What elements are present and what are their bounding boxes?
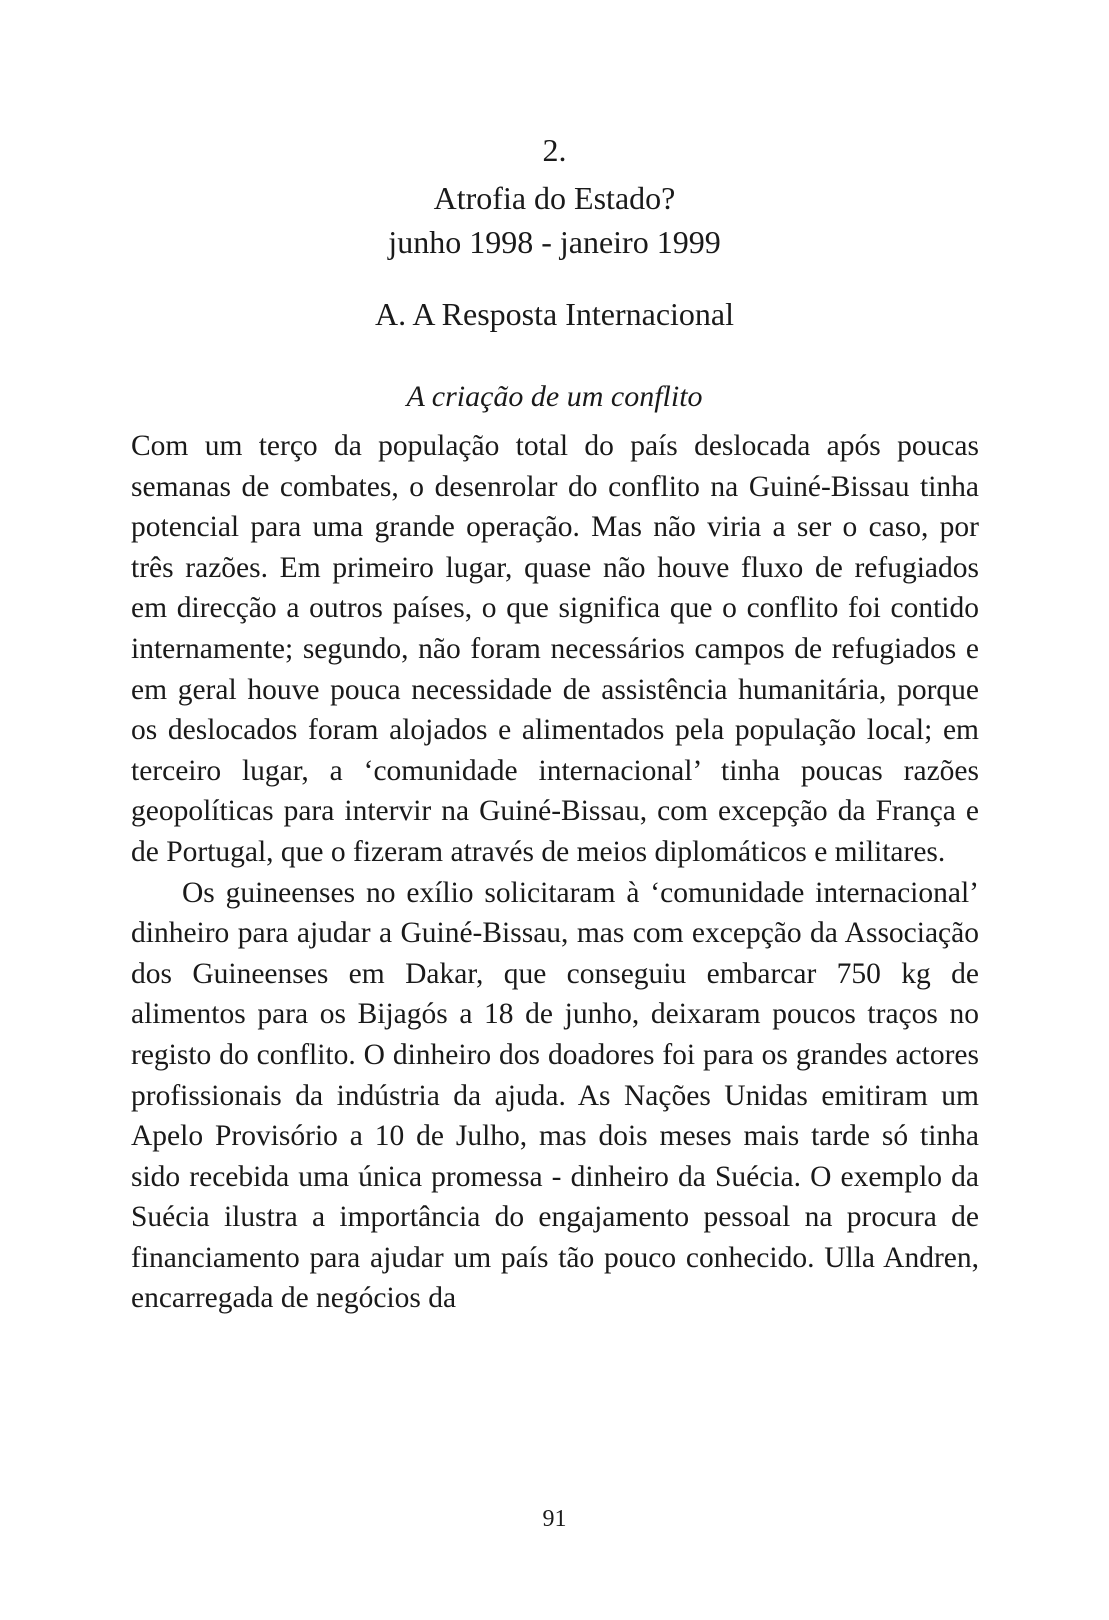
paragraph: Com um terço da população total do país deslocada após poucas semanas de combates, o desenrolar do conflito na Guiné-Bissau tinha potencial para uma grande operação. Mas não viria a ser o caso, por três razões. Em primeiro lugar, quase não houve fluxo de refugiados em direcção a outros países, o que significa que o conflito foi contido internamente; segundo, não foram necessários campos de refugiados e em geral houve pouca necessidade de assistência humanitária, porque os deslocados foram alojados e alimentados pela população local; em terceiro lugar, a ‘comunidade internacional’ tinha poucas razões geopolíticas para intervir na Guiné-Bissau, com excepção da França e de Portugal, que o fizeram através de meios diplomáticos e militares. bbox=[131, 430, 979, 868]
section-heading: A. A Resposta Internacional bbox=[374, 296, 735, 332]
subsection-heading: A criação de um conflito bbox=[406, 380, 703, 413]
paragraph: Os guineenses no exílio solicitaram à ‘comunidade internacional’ dinheiro para ajudar a Guiné-Bissau, mas com excepção da Associação dos Guineenses em Dakar, que conseguiu embarcar 750 kg de alimentos para os Bijagós a 18 de junho, deixaram poucos traços no registo do conflito. O dinheiro dos doadores foi para os grandes actores profissionais da indústria da ajuda. As Nações Unidas emitiram um Apelo Provisório a 10 de Julho, mas dois meses mais tarde só tinha sido recebida uma única promessa - dinheiro da Suécia. O exemplo da Suécia ilustra a importância do engajamento pessoal na procura de financiamento para ajudar um país tão pouco conhecido. Ulla Andren, encarregada de negócios da bbox=[131, 876, 979, 1315]
chapter-title: Atrofia do Estado? bbox=[433, 180, 676, 216]
body-text bbox=[131, 426, 979, 1319]
page-number: 91 bbox=[542, 1506, 567, 1532]
chapter-number: 2. bbox=[542, 132, 567, 168]
chapter-date-range: junho 1998 - janeiro 1999 bbox=[388, 224, 721, 260]
